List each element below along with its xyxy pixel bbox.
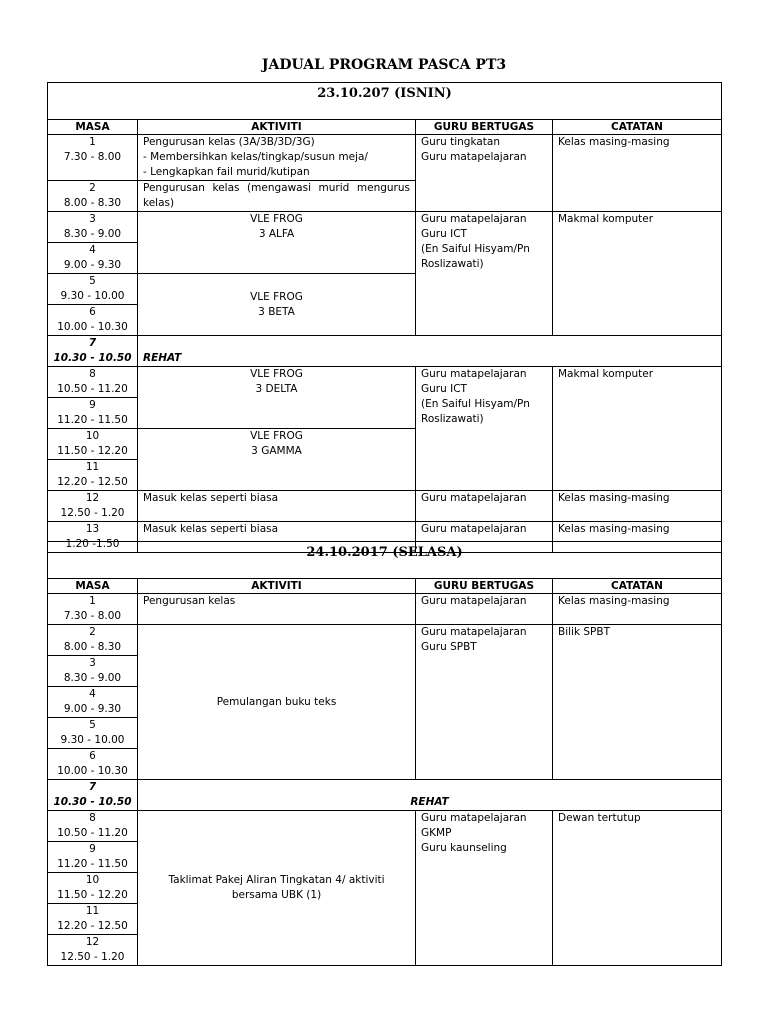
slot-time: 10.30 - 10.50 <box>53 796 132 808</box>
time-slot <box>48 873 138 904</box>
activity-line: - Lengkapkan fail murid/kutipan <box>143 166 310 178</box>
table-row <box>48 367 722 398</box>
activity-cell: Pemulangan buku teks <box>138 625 416 780</box>
day-date: 24.10.2017 (SELASA) <box>48 542 722 579</box>
header-masa: MASA <box>48 120 138 135</box>
teacher-cell <box>416 212 553 336</box>
note-cell: Kelas masing-masing <box>553 594 722 625</box>
slot-number: 12 <box>85 492 100 504</box>
slot-number: 3 <box>89 213 96 225</box>
slot-number: 8 <box>89 812 96 824</box>
slot-time: 8.30 - 9.00 <box>63 228 122 240</box>
activity-line: - Membersihkan kelas/tingkap/susun meja/ <box>143 151 368 163</box>
time-slot <box>48 811 138 842</box>
table-row <box>48 212 722 243</box>
note-cell: Kelas masing-masing <box>553 522 722 553</box>
break-row <box>48 780 722 811</box>
header-guru: GURU BERTUGAS <box>416 120 553 135</box>
column-header-row <box>48 579 722 594</box>
slot-number: 4 <box>89 688 96 700</box>
slot-number: 1 <box>89 136 96 148</box>
slot-number: 13 <box>85 523 100 535</box>
break-label: REHAT <box>138 780 722 811</box>
slot-time: 11.50 - 12.20 <box>57 889 128 901</box>
time-slot <box>48 718 138 749</box>
note-cell: Dewan tertutup <box>553 811 722 966</box>
slot-time: 8.30 - 9.00 <box>63 672 122 684</box>
time-slot <box>48 904 138 935</box>
slot-number: 6 <box>89 750 96 762</box>
time-slot <box>48 305 138 336</box>
slot-time: 7.30 - 8.00 <box>63 610 122 622</box>
time-slot <box>48 842 138 873</box>
note-cell: Bilik SPBT <box>553 625 722 780</box>
time-slot <box>48 491 138 522</box>
time-slot <box>48 935 138 966</box>
slot-number: 9 <box>89 399 96 411</box>
header-masa: MASA <box>48 579 138 594</box>
slot-time: 12.50 - 1.20 <box>60 507 125 519</box>
activity-line: 3 BETA <box>258 305 295 318</box>
day-date: 23.10.207 (ISNIN) <box>48 83 722 120</box>
slot-number: 9 <box>89 843 96 855</box>
teacher-line: (En Saiful Hisyam/Pn <box>421 243 530 255</box>
activity-line: 3 GAMMA <box>251 445 302 457</box>
time-slot <box>48 212 138 243</box>
slot-number: 5 <box>89 275 96 287</box>
header-aktiviti: AKTIVITI <box>138 579 416 594</box>
activity-line: Pengurusan kelas (3A/3B/3D/3G) <box>143 136 315 148</box>
slot-time: 10.50 - 11.20 <box>57 383 128 395</box>
slot-time: 10.50 - 11.20 <box>57 827 128 839</box>
teacher-cell <box>416 625 553 780</box>
teacher-line: Guru matapelajaran <box>421 812 527 824</box>
teacher-line: Roslizawati) <box>421 258 484 270</box>
header-aktiviti: AKTIVITI <box>138 120 416 135</box>
time-slot <box>48 749 138 780</box>
activity-line: VLE FROG <box>250 430 303 442</box>
teacher-line: Guru tingkatan <box>421 136 500 148</box>
time-slot <box>48 687 138 718</box>
teacher-line: Guru SPBT <box>421 641 477 653</box>
slot-time: 11.20 - 11.50 <box>57 414 128 426</box>
activity-line: Taklimat Pakej Aliran Tingkatan 4/ aktiviti <box>168 874 385 886</box>
slot-number: 11 <box>85 905 100 917</box>
schedule-table-day1 <box>47 82 722 553</box>
activity-line: 3 DELTA <box>255 383 298 395</box>
slot-number: 8 <box>89 368 96 380</box>
slot-number: 10 <box>85 430 100 442</box>
teacher-cell: Guru matapelajaran <box>416 491 553 522</box>
header-catatan: CATATAN <box>553 579 722 594</box>
teacher-line: (En Saiful Hisyam/Pn <box>421 398 530 410</box>
activity-cell: Masuk kelas seperti biasa <box>138 522 416 553</box>
slot-number: 6 <box>89 306 96 318</box>
activity-line: VLE FROG <box>250 213 303 225</box>
activity-cell <box>138 367 416 429</box>
note-cell: Makmal komputer <box>553 212 722 336</box>
time-slot <box>48 656 138 687</box>
activity-cell <box>138 274 416 336</box>
slot-time: 12.20 - 12.50 <box>57 476 128 488</box>
time-slot <box>48 625 138 656</box>
slot-number: 11 <box>85 461 100 473</box>
slot-time: 11.20 - 11.50 <box>57 858 128 870</box>
slot-number: 7 <box>88 337 97 349</box>
table-row <box>48 594 722 625</box>
slot-time: 10.30 - 10.50 <box>53 352 132 364</box>
time-slot <box>48 274 138 305</box>
teacher-line: Guru matapelajaran <box>421 151 527 163</box>
teacher-line: GKMP <box>421 827 452 839</box>
slot-number: 2 <box>89 626 96 638</box>
note-cell: Makmal komputer <box>553 367 722 491</box>
day-header-row <box>48 542 722 579</box>
teacher-line: Guru matapelajaran <box>421 213 527 225</box>
table-row <box>48 491 722 522</box>
time-slot <box>48 135 138 181</box>
teacher-cell: Guru matapelajaran <box>416 522 553 553</box>
time-slot <box>48 460 138 491</box>
teacher-cell: Guru matapelajaran <box>416 594 553 625</box>
header-catatan: CATATAN <box>553 120 722 135</box>
slot-number: 1 <box>89 595 96 607</box>
slot-time: 10.00 - 10.30 <box>57 765 128 777</box>
table-row <box>48 135 722 181</box>
schedule-table-day2 <box>47 541 722 966</box>
slot-time: 9.00 - 9.30 <box>63 703 122 715</box>
activity-cell <box>138 212 416 274</box>
teacher-cell <box>416 135 553 212</box>
slot-number: 3 <box>89 657 96 669</box>
day-header-row <box>48 83 722 120</box>
teacher-line: Guru kaunseling <box>421 842 507 854</box>
table-row <box>48 811 722 842</box>
note-cell: Kelas masing-masing <box>553 135 722 212</box>
slot-time: 9.00 - 9.30 <box>63 259 122 271</box>
time-slot <box>48 780 138 811</box>
activity-cell <box>138 135 416 181</box>
time-slot <box>48 594 138 625</box>
slot-time: 12.50 - 1.20 <box>60 951 125 963</box>
teacher-line: Guru ICT <box>421 228 467 240</box>
time-slot <box>48 398 138 429</box>
time-slot <box>48 429 138 460</box>
slot-time: 1.20 -1.50 <box>65 538 120 550</box>
note-cell: Kelas masing-masing <box>553 491 722 522</box>
slot-number: 7 <box>88 781 97 793</box>
teacher-line: Roslizawati) <box>421 413 484 425</box>
activity-cell <box>138 811 416 966</box>
slot-time: 9.30 - 10.00 <box>60 290 125 302</box>
header-guru: GURU BERTUGAS <box>416 579 553 594</box>
slot-time: 8.00 - 8.30 <box>63 197 122 209</box>
break-label: REHAT <box>138 336 722 367</box>
time-slot <box>48 243 138 274</box>
teacher-cell <box>416 367 553 491</box>
activity-cell: Masuk kelas seperti biasa <box>138 491 416 522</box>
activity-cell: Pengurusan kelas <box>138 594 416 625</box>
slot-number: 10 <box>85 874 100 886</box>
time-slot <box>48 181 138 212</box>
slot-number: 5 <box>89 719 96 731</box>
activity-cell <box>138 429 416 491</box>
table-row <box>48 625 722 656</box>
column-header-row <box>48 120 722 135</box>
slot-number: 4 <box>89 244 96 256</box>
activity-line: VLE FROG <box>250 368 303 380</box>
slot-time: 11.50 - 12.20 <box>57 445 128 457</box>
teacher-cell <box>416 811 553 966</box>
teacher-line: Guru matapelajaran <box>421 368 527 380</box>
break-row <box>48 336 722 367</box>
slot-time: 7.30 - 8.00 <box>63 151 122 163</box>
slot-time: 10.00 - 10.30 <box>57 321 128 333</box>
activity-line: 3 ALFA <box>258 228 295 240</box>
page-title: JADUAL PROGRAM PASCA PT3 <box>261 57 507 73</box>
slot-time: 8.00 - 8.30 <box>63 641 122 653</box>
slot-time: 9.30 - 10.00 <box>60 734 125 746</box>
slot-time: 12.20 - 12.50 <box>57 920 128 932</box>
teacher-line: Guru ICT <box>421 383 467 395</box>
slot-number: 12 <box>85 936 100 948</box>
time-slot <box>48 336 138 367</box>
slot-number: 2 <box>89 182 96 194</box>
activity-line: bersama UBK (1) <box>231 889 322 901</box>
teacher-line: Guru matapelajaran <box>421 626 527 638</box>
activity-cell: Pengurusan kelas (mengawasi murid mengurus kelas) <box>138 181 416 212</box>
activity-line: VLE FROG <box>250 290 303 303</box>
time-slot <box>48 367 138 398</box>
